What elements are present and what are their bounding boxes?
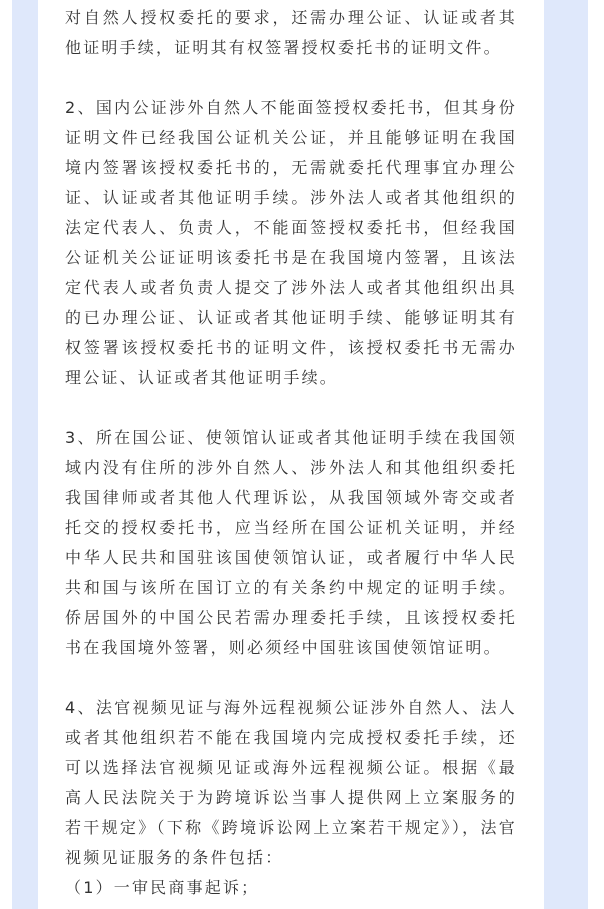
list-item-first-instance: （1）一审民商事起诉； <box>65 878 260 897</box>
paragraph-video-witness: 4、法官视频见证与海外远程视频公证涉外自然人、法人或者其他组织若不能在我国境内完成授权委托手续，还可以选择法官视频见证或海外远程视频公证。根据《最高人民法院关于为跨境诉讼当事人提供网上立案服务的若干规定》（下称《跨境诉讼网上立案若干规定》），法官视频见证服务的条件包括： <box>65 698 517 867</box>
article-content <box>38 0 544 903</box>
paragraph-intro: 对自然人授权委托的要求，还需办理公证、认证或者其他证明手续，证明其有权签署授权委托书的证明文件。 <box>65 8 517 57</box>
article-body <box>38 0 544 909</box>
paragraph-foreign-notary: 3、所在国公证、使领馆认证或者其他证明手续在我国领域内没有住所的涉外自然人、涉外法人和其他组织委托我国律师或者其他人代理诉讼，从我国领域外寄交或者托交的授权委托书，应当经所在国公证机关证明，并经中华人民共和国驻该国使领馆认证，或者履行中华人民共和国与该所在国订立的有关条约中规定的证明手续。侨居国外的中国公民若需办理委托手续，且该授权委托书在我国境外签署，则必须经中国驻该国使领馆证明。 <box>65 428 517 657</box>
paragraph-domestic-notary: 2、国内公证涉外自然人不能面签授权委托书，但其身份证明文件已经我国公证机关公证，并且能够证明在我国境内签署该授权委托书的，无需就委托代理事宜办理公证、认证或者其他证明手续。涉外法人或者其他组织的法定代表人、负责人，不能面签授权委托书，但经我国公证机关公证证明该委托书是在我国境内签署，且该法定代表人或者负责人提交了涉外法人或者其他组织出具的已办理公证、认证或者其他证明手续、能够证明其有权签署该授权委托书的证明文件，该授权委托书无需办理公证、认证或者其他证明手续。 <box>65 98 517 387</box>
